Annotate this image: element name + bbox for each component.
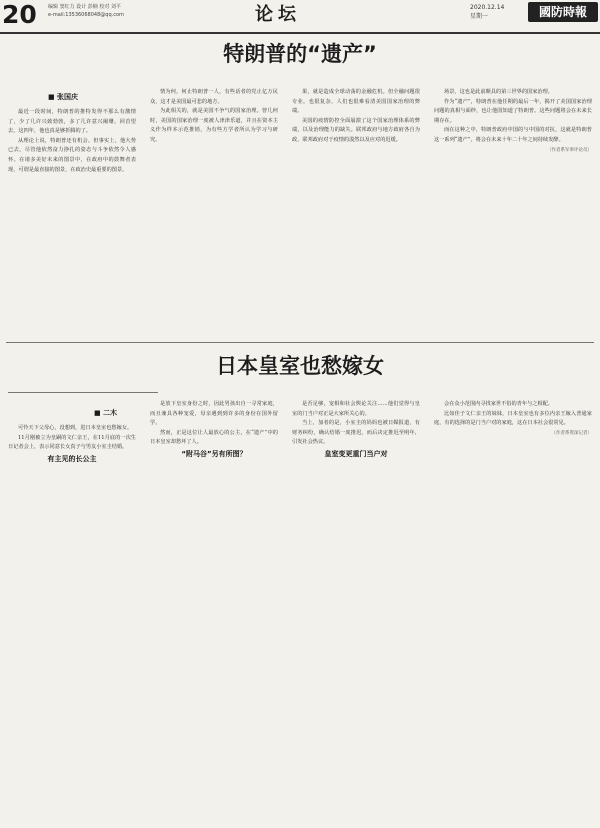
editor-credits: [48, 3, 124, 19]
paragraph: 是放下皇室身份之时，因此男孩出自一寻常家庭，而且兼具各种宠爱，母亲遇到到许多的身份在国外留学。: [150, 401, 278, 427]
paragraph: 而在这种之中，特朗普政府中国的与中国的对抗，这就是特朗普这一系列“遗产”，将会在未来十年二十年之间持续发酵。: [434, 127, 592, 143]
weekday-text: 星期一: [470, 13, 489, 20]
paragraph: 果，就是造成全球动荡的金融危机。但全融问题很专业，也很复杂，人们也很难看清美国国家治理的弊端。: [292, 89, 420, 115]
paragraph: 场景，这也是此前颇具的第三世界的国家治理。: [444, 89, 553, 95]
paragraph: 美国的疫情防控全面崩溃了这个国家治理体系的弊端，以及治理能力的缺失。联邦政府与地方政府各自为政，联邦政府对于疫情的漠然以及应对的迟缓。: [292, 117, 420, 143]
article1-column-4: [434, 88, 592, 338]
article2-author: ■ 二木: [94, 409, 118, 417]
credits-line: 编辑 窦红力 设计 彭楠 校对 刘平: [48, 4, 121, 10]
article1-author: ■ 张国庆: [48, 93, 79, 101]
paragraph: 作为“遗产”，特朗普在他任期的最后一年，揭开了美国国家治理问题的真相与面纱，也让他国知道了特朗普。这些问题将会在未来长期存在。: [434, 98, 592, 124]
page-number: 20: [2, 0, 37, 29]
page-header: [0, 0, 600, 34]
article2-column-1: [8, 424, 136, 822]
issue-date: [470, 3, 504, 21]
date-text: 2020.12.14: [470, 4, 505, 11]
email-line: e-mail:13536068048@qq.com: [48, 12, 124, 18]
article1-column-3: [292, 88, 420, 338]
article2-title: 日本皇室也愁嫁女: [216, 354, 384, 378]
article2-column-2: [150, 400, 278, 822]
paragraph: 比如佳子文仁亲王的妹妹，日本皇室也有多位内亲王嫁入普通家庭，有的选择的是门当户对的家庭，这在日本社会很常见。: [434, 410, 592, 427]
author-note: （作者系军事评论员）: [547, 147, 592, 153]
subheading: 有主见的长公主: [47, 454, 97, 463]
article1-column-1: [8, 108, 136, 338]
paragraph: 从理论上说，特朗普还有机会。但事实上，他大势已去，尽管他依然奋力挣扎的姿态与斗争依然令人感怀。在诸多美好未来的图景中，在政府中的鼓舞者表现，可谓是最直接的图景，在政治史最重要的图景。: [8, 137, 136, 173]
subheading: “附马谷”另有所图？: [181, 449, 247, 458]
paragraph: 当上，加者的是，小室圭的妈妈也被日媒报道，有财务纠纷，确认结婚一度推迟，而后决定推迟至明年，引发社会热议。: [292, 420, 420, 446]
paragraph: 情为何，何止特朗普一人，有些话者的党止亿万民众，这才是美国最可悲的地方。: [150, 89, 278, 105]
article2-column-3: [292, 400, 420, 822]
paragraph: 为此相关的，就是美国不争气的国家治理。曾几何时，美国的国家治理一度被人津津乐道，并且在资本主义作为样本示范推销，为有些方学者所认为学习与研究。: [150, 108, 278, 143]
subheading: 皇室变更重门当户对: [324, 449, 388, 458]
paragraph: 最近一段时间，特朗普的推特发得不那么有激情了，少了几许兴致勃勃，多了几许意兴阑珊。回首望去，这四年，他也真是够折腾的了。: [8, 109, 136, 135]
paragraph: 可怜天下父母心，没想到，进日本皇室也愁嫁女。: [18, 425, 133, 431]
paragraph: 11月刚被立为皇嗣的文仁亲王，在11月底的一次生日记者会上，表示同意长女真子与男友小室圭结婚。: [8, 434, 136, 451]
article1-column-2: [150, 88, 278, 338]
newspaper-logo: 國防時報: [528, 2, 598, 22]
section-title: 论坛: [255, 4, 301, 25]
article2-column-4: [434, 400, 592, 822]
author-note: （作者系资深记者）: [551, 430, 592, 436]
article1-title: 特朗普的“遗产”: [223, 42, 377, 66]
paragraph: 会在众小范围内寻找家世不俗的青年与之相配。: [444, 401, 553, 407]
paragraph: 然而，正是这位让人最放心的公主，在“遗产”中的日本皇室却愁坏了人。: [150, 429, 278, 446]
title-rule: [8, 392, 158, 393]
paragraph: 是否足够，宠相和社会舆论关注……他们觉得与皇室的门当户对正是大家所关心的。: [292, 401, 420, 417]
article-divider: [6, 342, 594, 343]
